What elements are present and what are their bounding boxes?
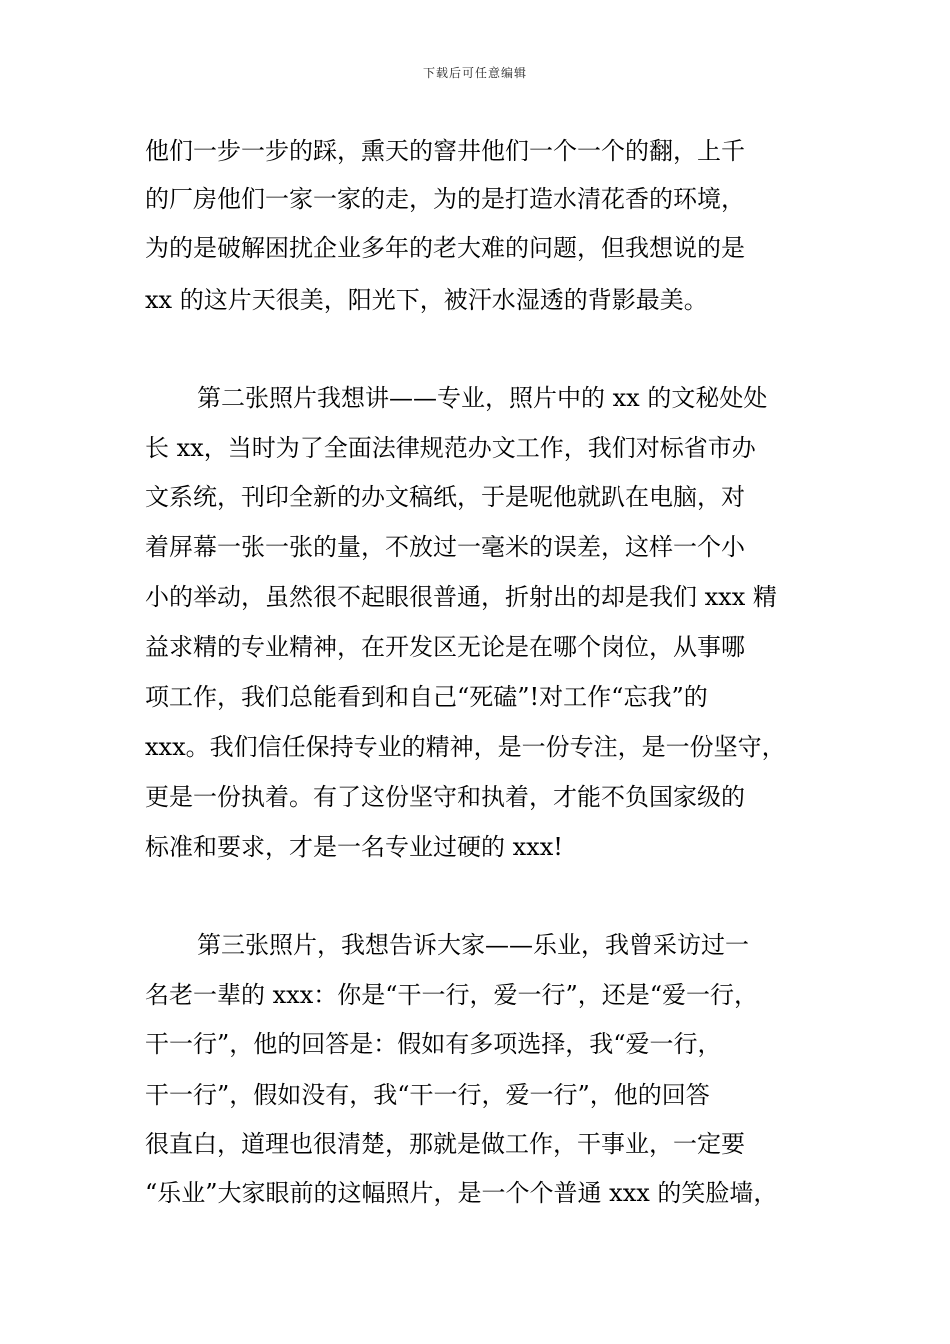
text-line-6: 长 xx，当时为了全面法律规范办文工作，我们对标省市办 [145, 434, 756, 462]
text-line-10: 益求精的专业精神，在开发区无论是在哪个岗位，从事哪 [145, 633, 745, 661]
paragraph-3-first-line: 第三张照片，我想告诉大家——乐业，我曾采访过一 [197, 931, 749, 959]
text-line-19: 很直白，道理也很清楚，那就是做工作，干事业，一定要 [145, 1130, 745, 1158]
text-line-2: 的厂房他们一家一家的走，为的是打造水清花香的环境， [145, 185, 745, 213]
text-line-20: “乐业”大家眼前的这幅照片，是一个个普通 xxx 的笑脸墙， [145, 1179, 778, 1207]
text-line-7: 文系统，刊印全新的办文稿纸，于是呢他就趴在电脑，对 [145, 483, 745, 511]
text-line-14: 标准和要求，才是一名专业过硬的 xxx! [145, 833, 563, 861]
text-line-4: xx 的这片天很美，阳光下，被汗水湿透的背影最美。 [145, 286, 708, 314]
text-line-8: 着屏幕一张一张的量，不放过一毫米的误差，这样一个小 [145, 533, 745, 561]
text-line-9: 小的举动，虽然很不起眼很普通，折射出的却是我们 xxx 精 [145, 583, 777, 611]
paragraph-2-first-line: 第二张照片我想讲——专业，照片中的 xx 的文秘处处 [197, 384, 768, 412]
text-line-12: xxx。我们信任保持专业的精神，是一份专注，是一份坚守， [145, 733, 786, 761]
text-line-1: 他们一步一步的踩，熏天的窨井他们一个一个的翻，上千 [145, 137, 745, 165]
text-line-3: 为的是破解困扰企业多年的老大难的问题，但我想说的是 [145, 234, 745, 262]
text-line-11: 项工作，我们总能看到和自己“死磕”!对工作“忘我”的 [145, 683, 708, 711]
text-line-16: 名老一辈的 xxx：你是“干一行，爱一行”，还是“爱一行， [145, 981, 759, 1009]
text-line-13: 更是一份执着。有了这份坚守和执着，才能不负国家级的 [145, 783, 745, 811]
page-header: 下载后可任意编辑 [422, 66, 527, 80]
text-line-17: 干一行”，他的回答是：假如有多项选择，我“爱一行， [145, 1030, 722, 1058]
text-line-18: 干一行”，假如没有，我“干一行，爱一行”，他的回答 [145, 1081, 710, 1109]
